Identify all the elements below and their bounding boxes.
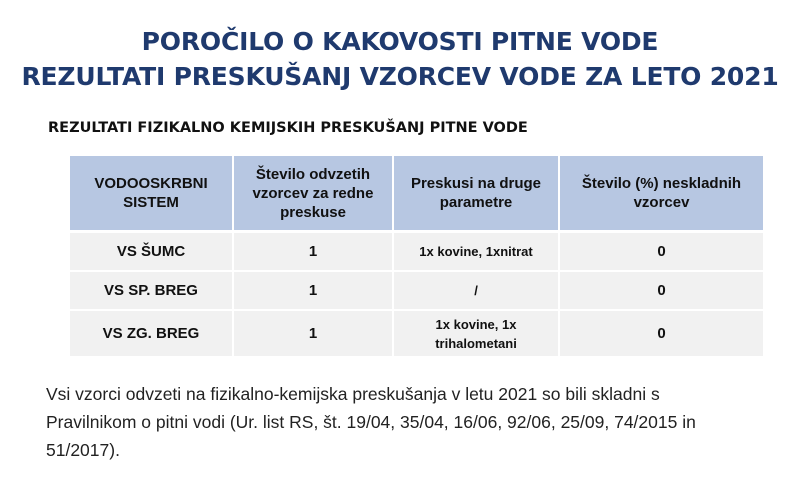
results-table [70, 156, 763, 358]
cell-system: VS SP. BREG [70, 271, 233, 310]
cell-noncompliant: 0 [559, 310, 763, 357]
cell-sample-count: 1 [233, 310, 393, 357]
section-title: REZULTATI FIZIKALNO KEMIJSKIH PRESKUŠANJ PITNE VODE [48, 120, 528, 136]
header-sample-count: Število odvzetih vzorcev za redne preskuse [233, 156, 393, 232]
table-row [70, 271, 763, 310]
table-row [70, 232, 763, 272]
header-noncompliant-samples: Število (%) neskladnih vzorcev [559, 156, 763, 232]
cell-noncompliant: 0 [559, 232, 763, 272]
cell-noncompliant: 0 [559, 271, 763, 310]
cell-sample-count: 1 [233, 232, 393, 272]
cell-system: VS ZG. BREG [70, 310, 233, 357]
table-header-row [70, 156, 763, 232]
report-title-line-2: REZULTATI PRESKUŠANJ VZORCEV VODE ZA LETO 2021 [21, 62, 779, 91]
cell-other-parameters: 1x kovine, 1xnitrat [393, 232, 559, 272]
compliance-note: Vsi vzorci odvzeti na fizikalno-kemijska preskušanja v letu 2021 so bili skladni s Pravilnikom o pitni vodi (Ur. list RS, št. 19/04, 35/04, 16/06, 92/06, 25/09, 74/2015 in 51/2017). [46, 384, 696, 460]
cell-sample-count: 1 [233, 271, 393, 310]
cell-other-parameters: / [393, 271, 559, 310]
header-other-parameters: Preskusi na druge parametre [393, 156, 559, 232]
report-title [0, 24, 800, 94]
report-title-line-1: POROČILO O KAKOVOSTI PITNE VODE [141, 27, 659, 56]
cell-system: VS ŠUMC [70, 232, 233, 272]
cell-other-parameters: 1x kovine, 1x trihalometani [393, 310, 559, 357]
table-row [70, 310, 763, 357]
header-water-system: VODOOSKRBNI SISTEM [70, 156, 233, 232]
